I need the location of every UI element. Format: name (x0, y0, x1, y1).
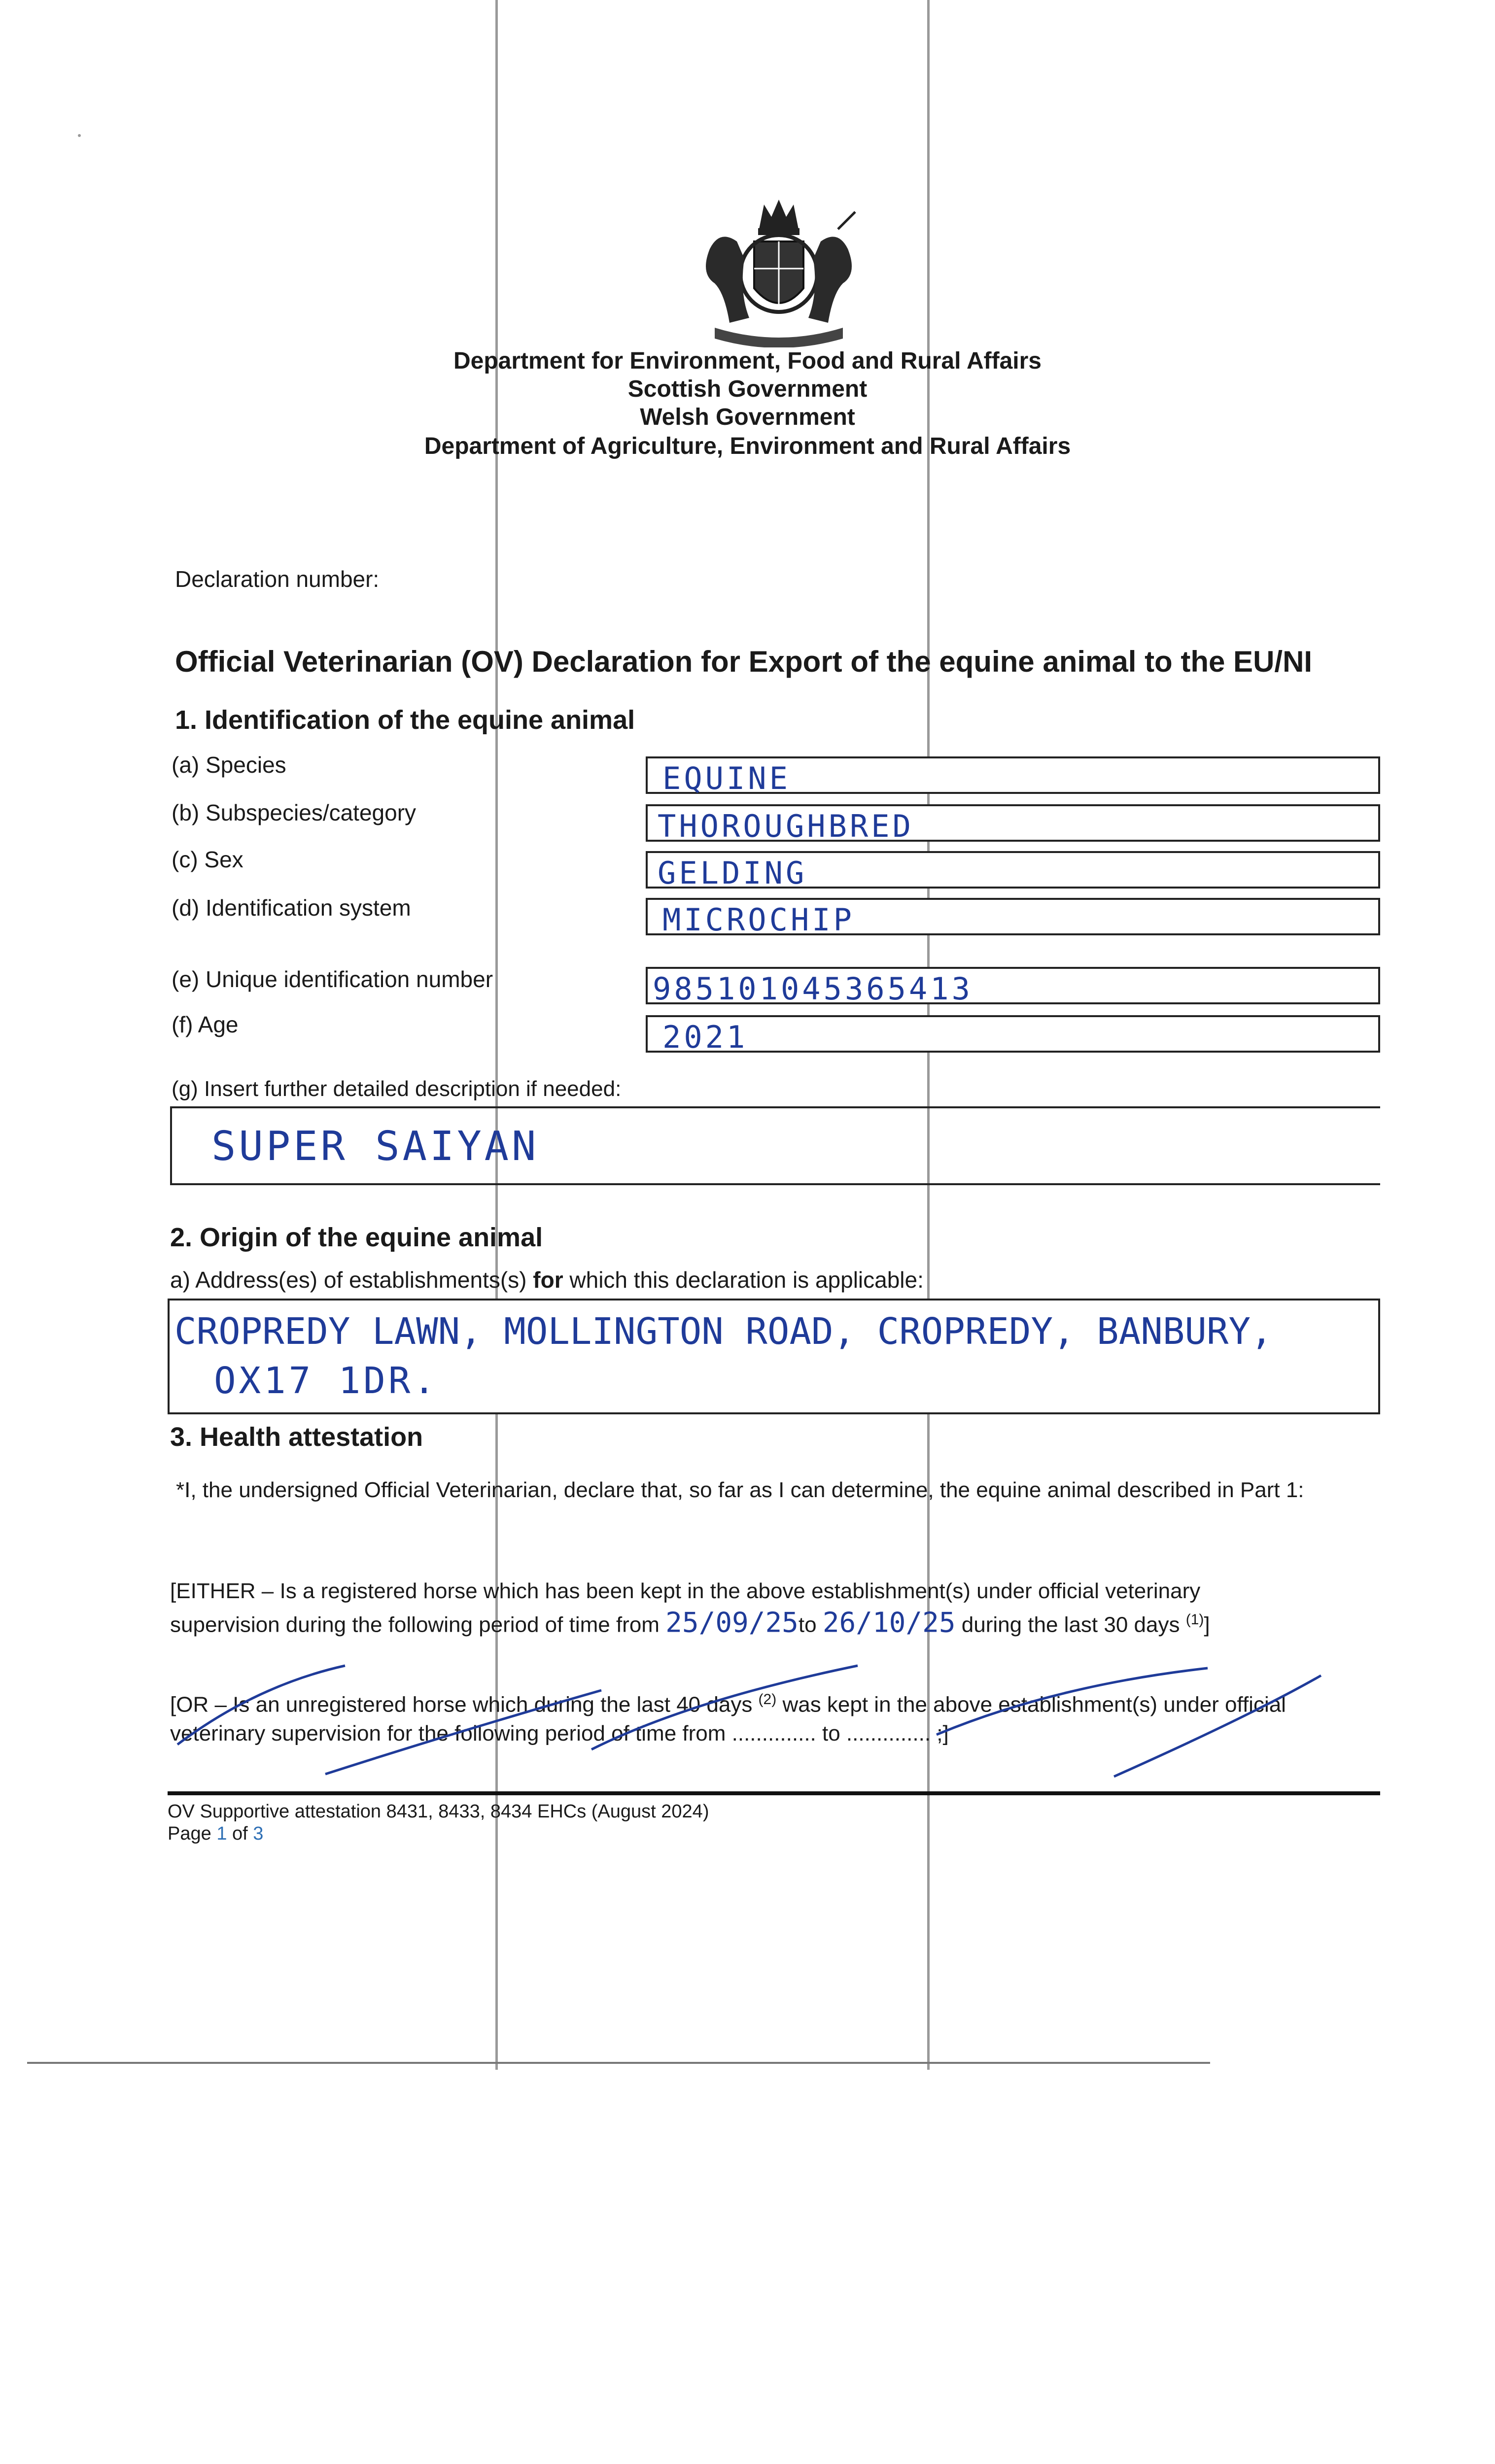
field-label-subspecies: (b) Subspecies/category (172, 800, 417, 825)
scan-speck (78, 134, 81, 137)
department-defra: Department for Environment, Food and Rural Affairs (453, 348, 1042, 374)
field-box-identification-system[interactable] (646, 898, 1380, 938)
description-box[interactable] (170, 1106, 1380, 1185)
footer-attestation-ref: OV Supportive attestation 8431, 8433, 8434 EHCs (August 2024) (168, 1801, 709, 1822)
description-value: SUPER SAIYAN (211, 1123, 539, 1170)
field-value-age: 2021 (662, 1019, 748, 1055)
department-daera: Department of Agriculture, Environment and Rural Affairs (424, 433, 1071, 459)
either-clause-line2: supervision during the following period of time from 25/09/25to 26/10/25 during the last 30 days $^{(1)}$] (170, 1607, 1210, 1639)
address-box[interactable] (168, 1299, 1380, 1414)
section3-heading: 3. Health attestation (170, 1422, 423, 1452)
field-box-sex[interactable] (646, 851, 1380, 889)
document-title: Official Veterinarian (OV) Declaration for Export of the equine animal to the EU/NI (175, 645, 1313, 678)
section1-heading: 1. Identification of the equine animal (175, 705, 635, 735)
department-welsh-government: Welsh Government (640, 404, 855, 430)
address-label: a) Address(es) of establishments(s) for which this declaration is applicable: (170, 1267, 924, 1293)
field-label-description: (g) Insert further detailed description if needed: (172, 1077, 622, 1101)
address-value-line2: OX17 1DR. (214, 1360, 438, 1402)
field-box-species[interactable] (646, 756, 1380, 794)
health-attestation-intro: *I, the undersigned Official Veterinarian, declare that, so far as I can determine, the equine animal described in Part 1: (176, 1478, 1304, 1502)
field-value-identification-system: MICROCHIP (662, 902, 855, 938)
address-value-line1: CROPREDY LAWN, MOLLINGTON ROAD, CROPREDY, BANBURY, (174, 1310, 1273, 1353)
field-label-species: (a) Species (172, 752, 286, 778)
declaration-number-label: Declaration number: (175, 566, 380, 592)
field-value-unique-id: 985101045365413 (653, 971, 973, 1007)
field-box-subspecies[interactable] (646, 804, 1380, 842)
field-value-species: EQUINE (662, 760, 791, 796)
section2-heading: 2. Origin of the equine animal (170, 1223, 543, 1252)
field-label-unique-id: (e) Unique identification number (172, 966, 493, 992)
either-to-date: 26/10/25 (822, 1607, 956, 1639)
department-scottish-government: Scottish Government (627, 376, 868, 402)
field-value-sex: GELDING (658, 855, 807, 891)
field-label-sex: (c) Sex (172, 847, 243, 872)
footer-page-number: Page 1 of 3 (168, 1823, 264, 1844)
either-from-date: 25/09/25 (665, 1607, 799, 1639)
or-clause-line1: [OR – Is an unregistered horse which during the last 40 days $^{(2)}$ was kept in the above establishment(s) under official (170, 1691, 1286, 1717)
either-clause (170, 1577, 1383, 1640)
field-box-unique-id[interactable] (646, 967, 1380, 1007)
field-box-age[interactable] (646, 1015, 1380, 1053)
field-label-age: (f) Age (172, 1012, 239, 1037)
scan-edge-line (27, 2062, 1210, 2064)
field-value-subspecies: THOROUGHBRED (658, 808, 914, 844)
or-clause-line2: veterinary supervision for the following period of time from .............. to .............. ;] (170, 1721, 949, 1745)
royal-coat-of-arms-icon (690, 195, 868, 347)
footer-rule (168, 1791, 1380, 1795)
field-label-identification-system: (d) Identification system (172, 895, 411, 921)
or-clause-strikethrough-marks (168, 1656, 1351, 1784)
either-clause-line1: [EITHER – Is a registered horse which has been kept in the above establishment(s) under official veterinary (170, 1579, 1201, 1603)
